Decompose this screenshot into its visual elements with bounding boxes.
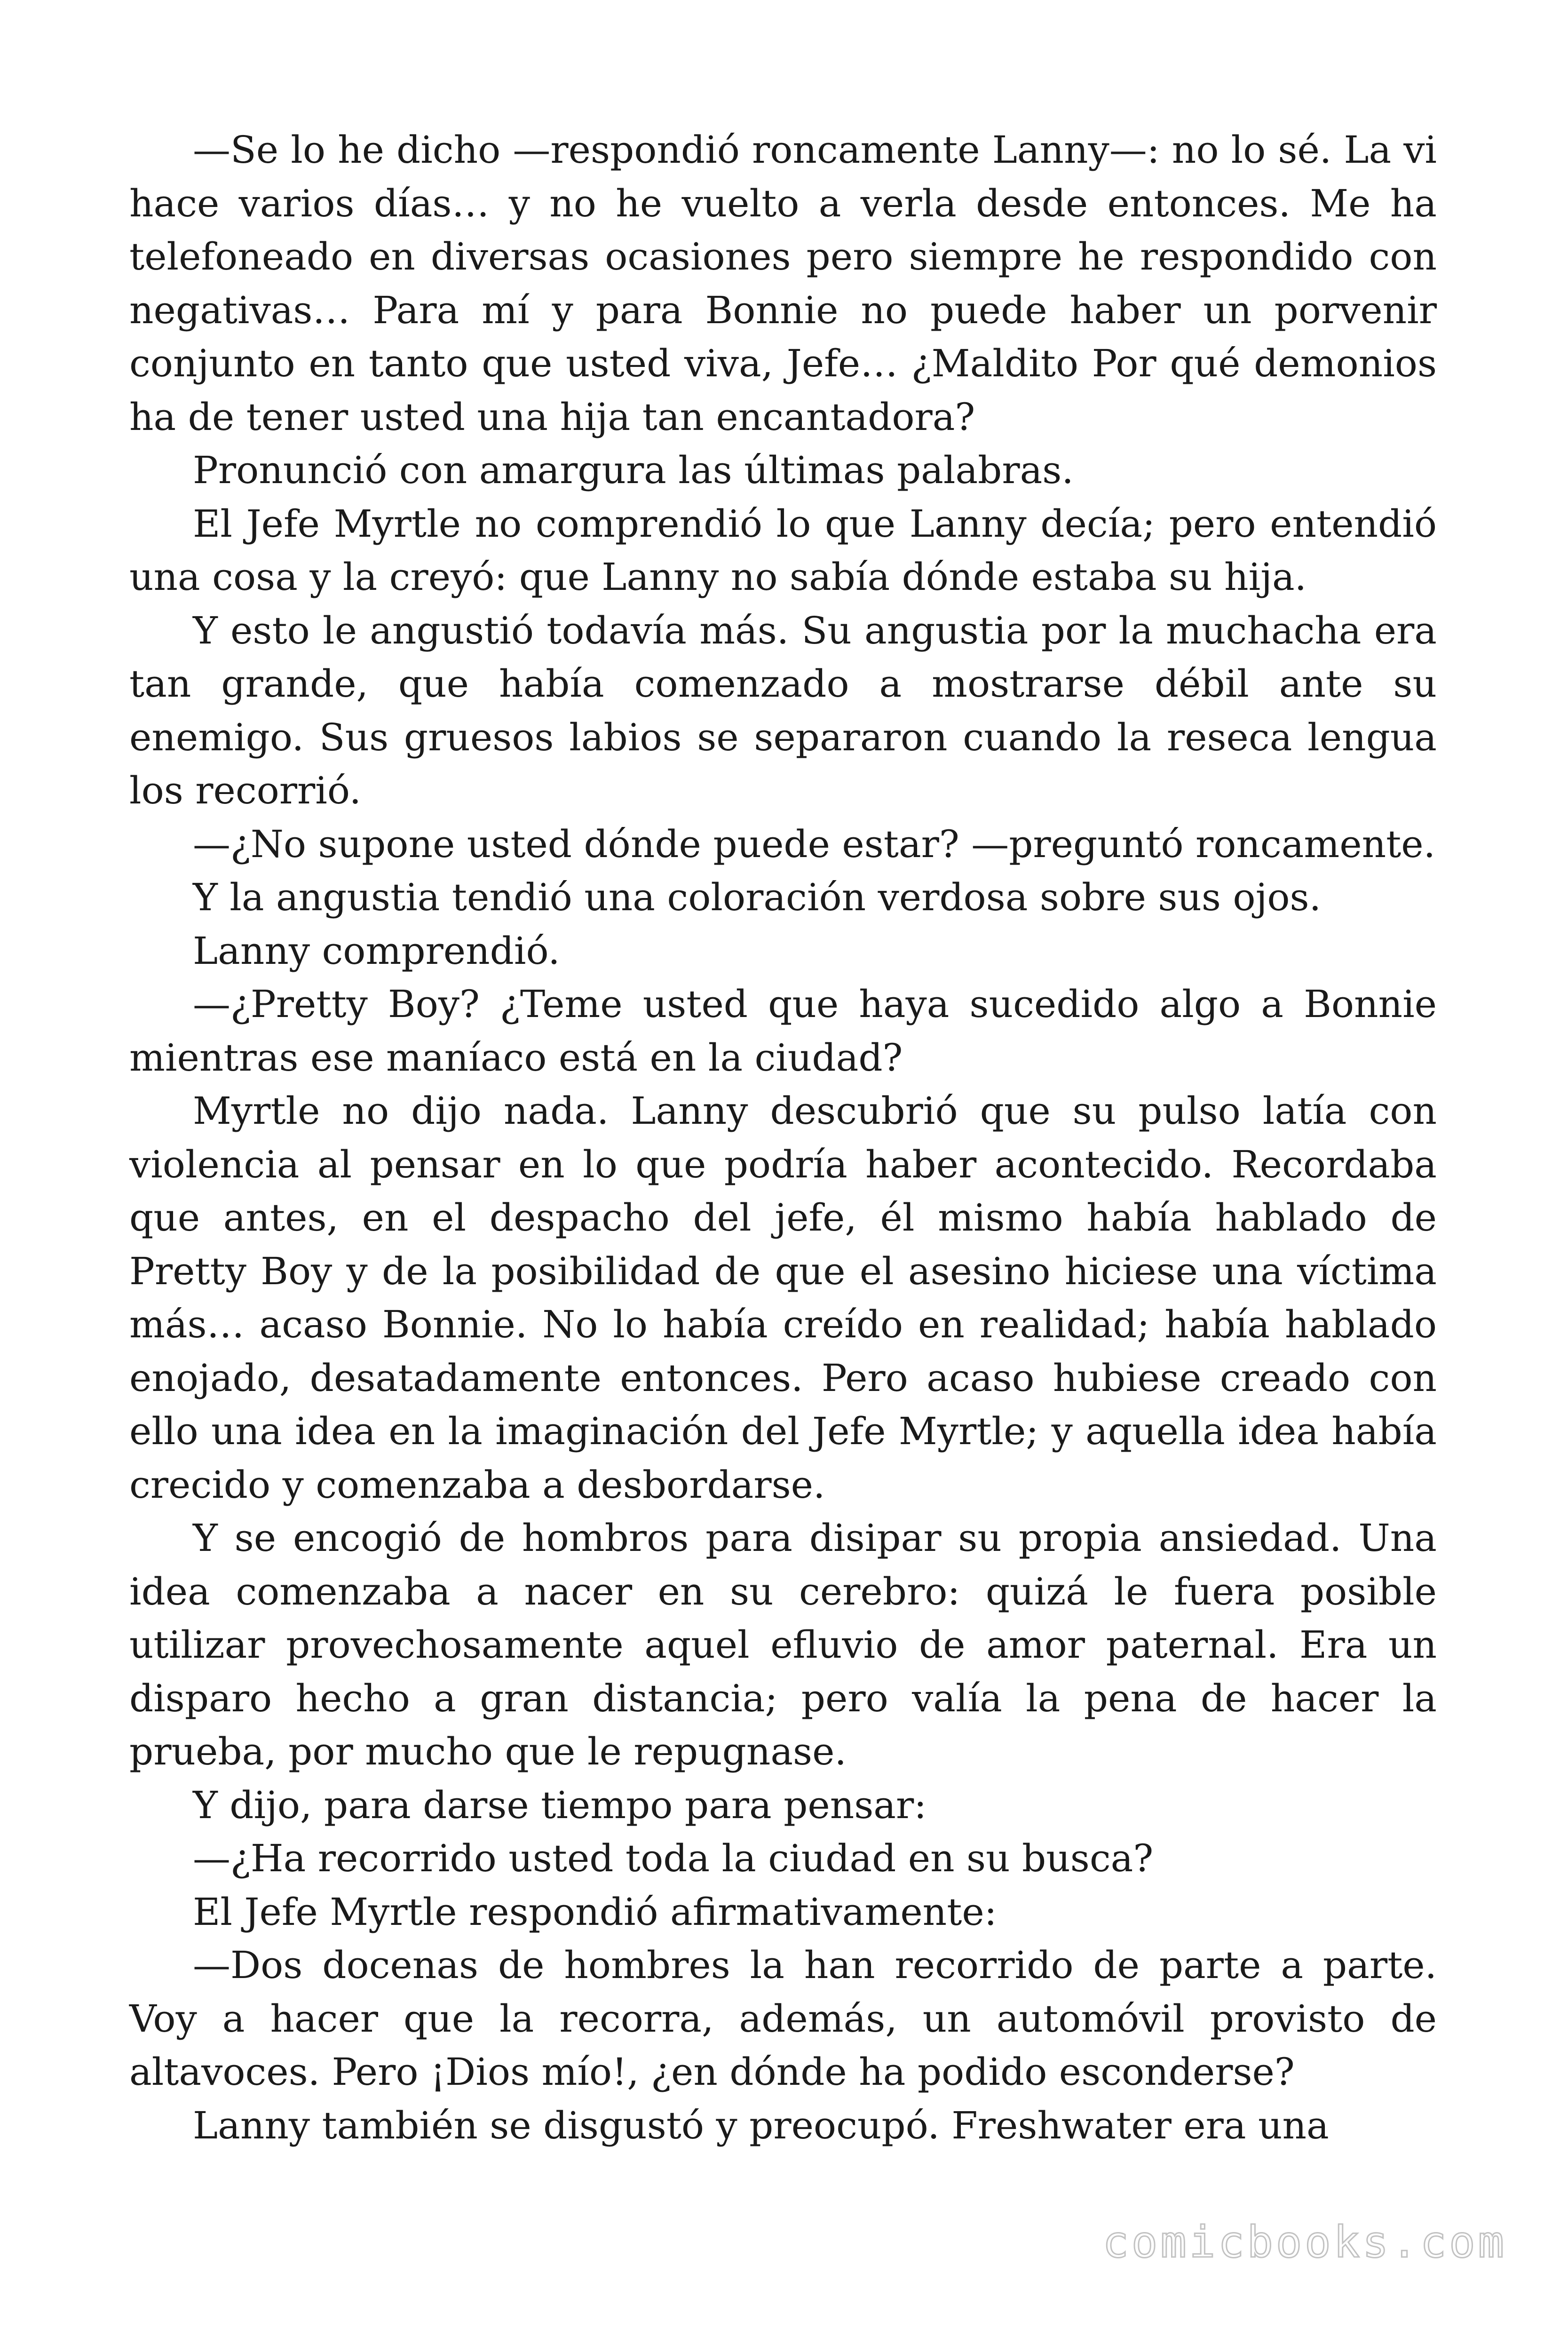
paragraph: Y dijo, para darse tiempo para pensar:	[193, 1783, 927, 1827]
paragraph: Lanny también se disgustó y preocupó. Freshwater era una	[193, 2103, 1329, 2147]
paragraph: Y esto le angustió todavía más. Su angustia por la muchacha era tan grande, que había comenzado a mostrarse débil ante su enemigo. Sus gruesos labios se separaron cuando la reseca lengua los recorrió.	[129, 608, 1437, 812]
paragraph: Myrtle no dijo nada. Lanny descubrió que su pulso latía con violencia al pensar en lo que podría haber acontecido. Recordaba que antes, en el despacho del jefe, él mismo había hablado de Pretty Boy y de la posibilidad de que el asesino hiciese una víctima más… acaso Bonnie. No lo había creído en realidad; había hablado enojado, desatadamente entonces. Pero acaso hubiese creado con ello una idea en la imaginación del Jefe Myrtle; y aquella idea había crecido y comenzaba a desbordarse.	[129, 1089, 1437, 1507]
paragraph: El Jefe Myrtle respondió afirmativamente:	[193, 1890, 997, 1934]
paragraph: —¿No supone usted dónde puede estar? —preguntó roncamente.	[193, 822, 1436, 866]
paragraph: Y la angustia tendió una coloración verdosa sobre sus ojos.	[193, 875, 1322, 919]
paragraph: —Se lo he dicho —respondió roncamente Lanny—: no lo sé. La vi hace varios días… y no he vuelto a verla desde entonces. Me ha telefoneado en diversas ocasiones pero siempre he respondido con negativas… Para mí y para Bonnie no puede haber un porvenir conjunto en tanto que usted viva, Jefe… ¿Maldito Por qué demonios ha de tener usted una hija tan encantadora?	[129, 128, 1437, 439]
paragraph: —¿Ha recorrido usted toda la ciudad en su busca?	[193, 1836, 1154, 1880]
paragraph: Pronunció con amargura las últimas palabras.	[193, 448, 1074, 492]
paragraph: —Dos docenas de hombres la han recorrido de parte a parte. Voy a hacer que la recorra, además, un automóvil provisto de altavoces. Pero ¡Dios mío!, ¿en dónde ha podido esconderse?	[129, 1943, 1437, 2094]
body-text	[129, 123, 1437, 2152]
paragraph: Lanny comprendió.	[193, 929, 560, 973]
paragraph: Y se encogió de hombros para disipar su propia ansiedad. Una idea comenzaba a nacer en su cerebro: quizá le fuera posible utilizar provechosamente aquel efluvio de amor paternal. Era un disparo hecho a gran distancia; pero valía la pena de hacer la prueba, por mucho que le repugnase.	[129, 1516, 1437, 1773]
paragraph: El Jefe Myrtle no comprendió lo que Lanny decía; pero entendió una cosa y la creyó: que Lanny no sabía dónde estaba su hija.	[129, 501, 1437, 599]
watermark: comicbooks.com	[1102, 2217, 1507, 2267]
paragraph: —¿Pretty Boy? ¿Teme usted que haya sucedido algo a Bonnie mientras ese maníaco está en la ciudad?	[129, 982, 1437, 1080]
